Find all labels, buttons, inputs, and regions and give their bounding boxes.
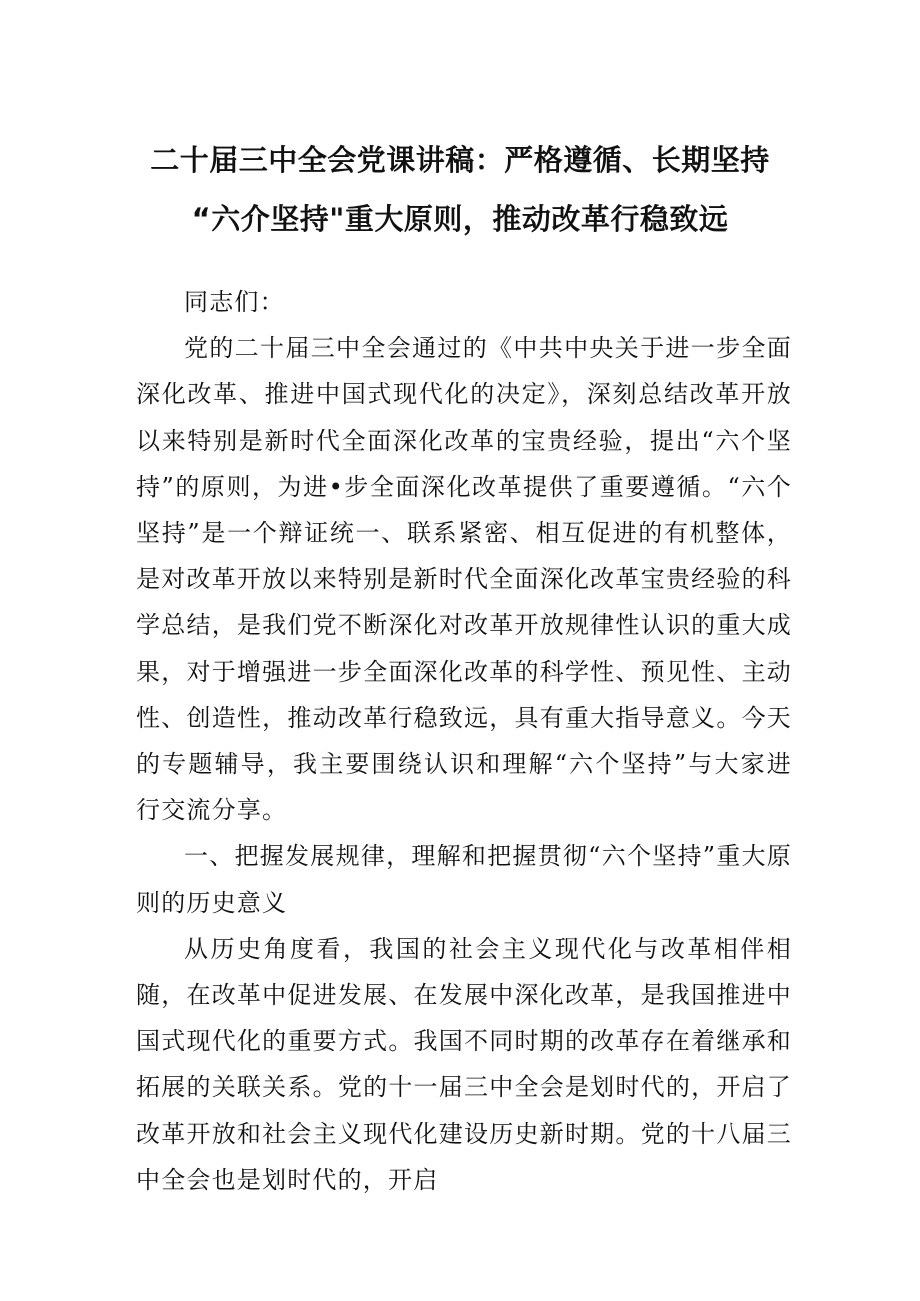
title-line-1: 二十届三中全会党课讲稿：严格遵循、长期坚持 [150, 143, 770, 177]
title-line-2: “六介坚持"重大原则，推动改革行稳致远 [191, 202, 729, 236]
salutation: 同志们： [184, 288, 285, 316]
paragraph-intro: 党的二十届三中全会通过的《中共中央关于进一步全面深化改革、推进中国式现代化的决定》，深刻总结改革开放以来特别是新时代全面深化改革的宝贵经验，提出“六个坚持”的原则，为进•步全面深化改革提供了重要遵循。“六个坚持”是一个辩证统一、联系紧密、相互促进的有机整体，是对改革开放以来特别是新时代全面深化改革宝贵经验的科学总结，是我们党不断深化对改革开放规律性认识的重大成果，对于增强进一步全面深化改革的科学性、预见性、主动性、创造性，推动改革行稳致远，具有重大指导意义。今天的专题辅导，我主要围绕认识和理解“六个坚持”与大家进行交流分享。 [136, 334, 792, 825]
document-body [136, 279, 792, 1203]
section-heading-1: 一、把握发展规律，理解和把握贯彻“六个坚持”重大原则的历史意义 [136, 842, 792, 917]
paragraph-history: 从历史角度看，我国的社会主义现代化与改革相伴相随，在改革中促进发展、在发展中深化改革，是我国推进中国式现代化的重要方式。我国不同时期的改革存在着继承和拓展的关联关系。党的十一届三中全会是划时代的，开启了改革开放和社会主义现代化建设历史新时期。党的十八届三中全会也是划时代的，开启 [136, 934, 792, 1194]
